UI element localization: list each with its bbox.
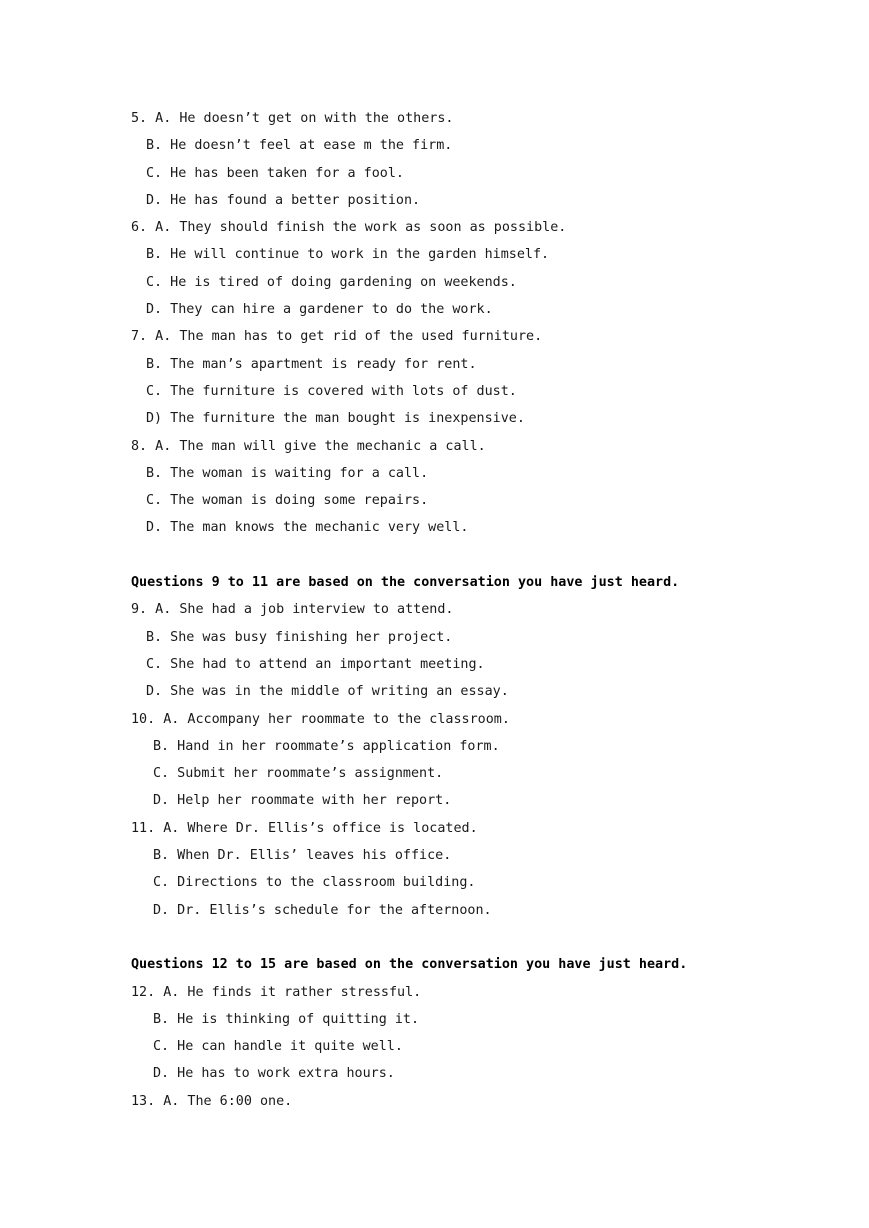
question-stem: 10. A. Accompany her roommate to the classroom. [131,711,510,727]
answer-option: D. They can hire a gardener to do the work. [146,302,493,318]
answer-option: C. She had to attend an important meeting. [146,656,485,672]
question-6 [131,218,831,327]
question-13 [131,1092,831,1119]
answer-option: D. Dr. Ellis’s schedule for the afternoon. [153,902,492,918]
answer-option: D. She was in the middle of writing an essay. [146,684,509,700]
answer-option: C. The furniture is covered with lots of dust. [146,383,517,399]
answer-option: D. The man knows the mechanic very well. [146,520,469,536]
answer-option: B. When Dr. Ellis’ leaves his office. [153,848,452,864]
question-stem: 13. A. The 6:00 one. [131,1093,293,1109]
answer-option: B. He is thinking of quitting it. [153,1011,420,1027]
answer-option: C. The woman is doing some repairs. [146,493,429,509]
answer-option: D) The furniture the man bought is inexpensive. [146,411,525,427]
answer-option: B. The woman is waiting for a call. [146,465,429,481]
question-stem: 7. A. The man has to get rid of the used furniture. [131,329,543,345]
section-heading: Questions 12 to 15 are based on the conversation you have just heard. [131,957,688,973]
answer-option: B. He will continue to work in the garden himself. [146,247,550,263]
answer-option: D. He has to work extra hours. [153,1066,395,1082]
answer-option: D. He has found a better position. [146,192,421,208]
answer-option: C. He is tired of doing gardening on weekends. [146,274,517,290]
answer-option: B. The man’s apartment is ready for rent. [146,356,477,372]
question-5 [131,109,831,218]
question-stem: 12. A. He finds it rather stressful. [131,984,422,1000]
question-stem: 6. A. They should finish the work as soon as possible. [131,220,567,236]
answer-option: D. Help her roommate with her report. [153,793,452,809]
question-stem: 5. A. He doesn’t get on with the others. [131,111,454,126]
question-stem: 9. A. She had a job interview to attend. [131,602,454,618]
answer-option: B. She was busy finishing her project. [146,629,453,645]
section-heading: Questions 9 to 11 are based on the conversation you have just heard. [131,575,680,591]
section-spacer [131,546,831,573]
exam-page [131,109,831,1119]
question-11 [131,819,831,928]
answer-option: B. He doesn’t feel at ease m the firm. [146,138,453,154]
answer-option: C. Directions to the classroom building. [153,875,476,891]
question-stem: 8. A. The man will give the mechanic a call. [131,438,486,454]
question-9 [131,600,831,709]
answer-option: C. He can handle it quite well. [153,1039,403,1055]
answer-option: C. He has been taken for a fool. [146,165,404,181]
section-spacer [131,928,831,955]
question-8 [131,437,831,546]
answer-option: C. Submit her roommate’s assignment. [153,766,444,782]
question-10 [131,710,831,819]
question-7 [131,327,831,436]
answer-option: B. Hand in her roommate’s application form. [153,738,500,754]
question-12 [131,983,831,1092]
question-stem: 11. A. Where Dr. Ellis’s office is located. [131,820,478,836]
